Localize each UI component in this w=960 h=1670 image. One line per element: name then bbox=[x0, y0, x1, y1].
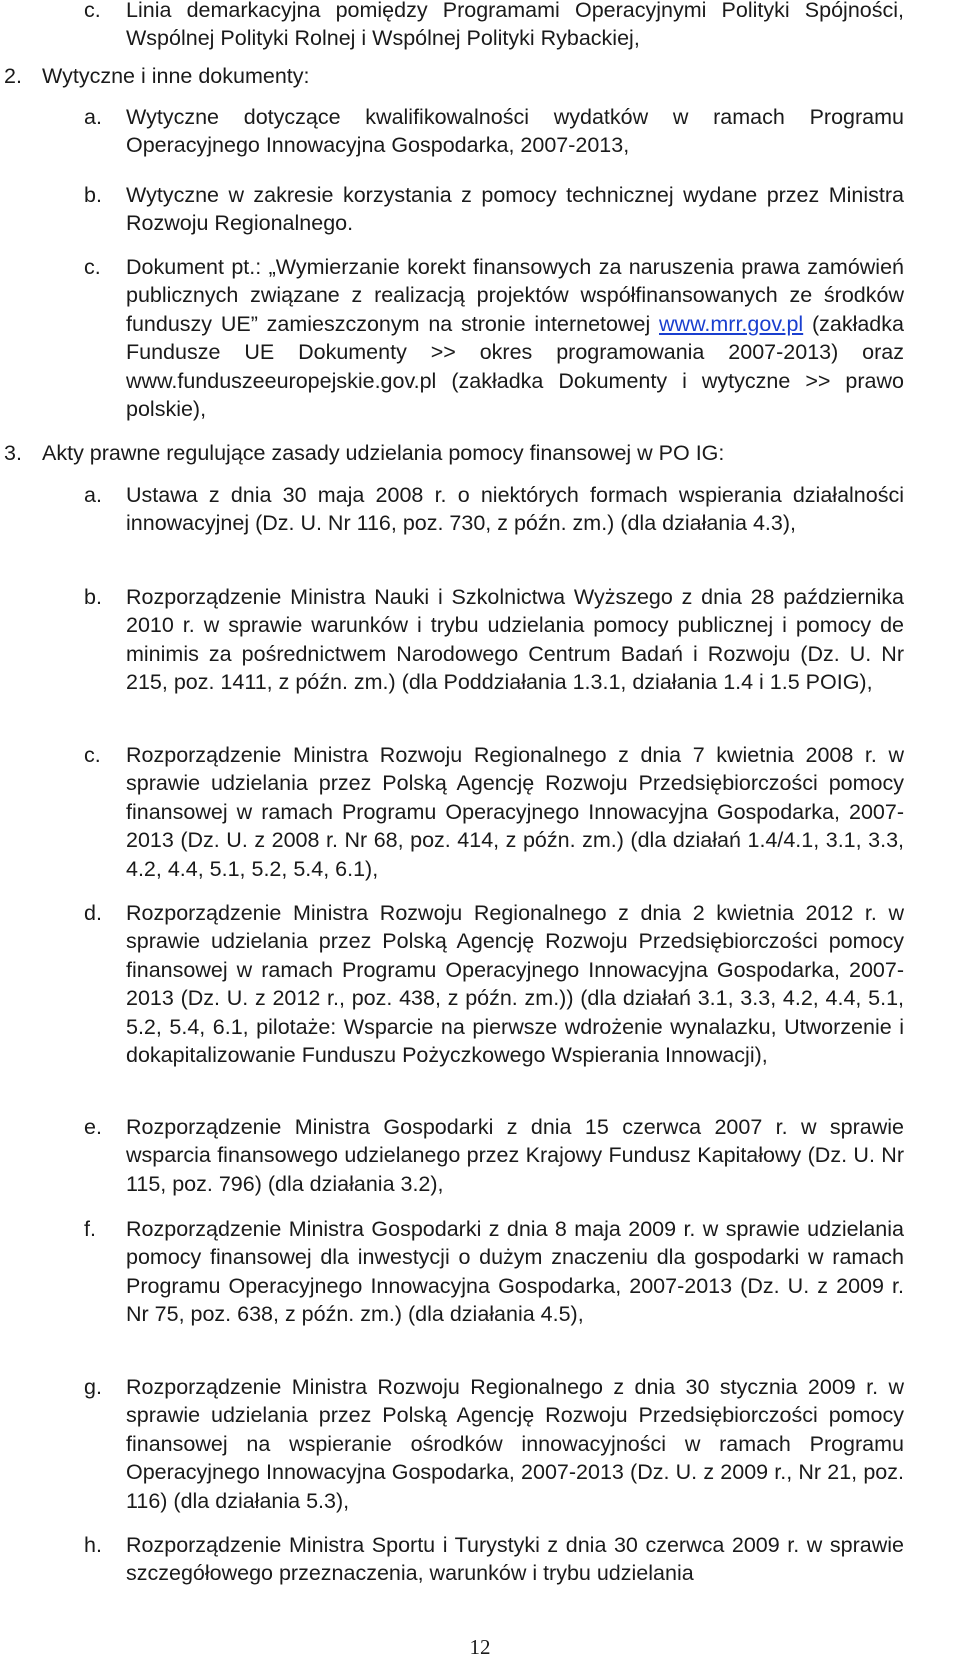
list-marker: g. bbox=[84, 1375, 102, 1399]
list-item-text: Rozporządzenie Ministra Nauki i Szkolnictwa Wyższego z dnia 28 października 2010 r. w sprawie warunków i trybu udzielania pomocy publicznej i pomocy de minimis za pośrednictwem Narodowego Centrum Badań i Rozwoju (Dz. U. Nr 215, poz. 1411, z późn. zm.) (dla Poddziałania 1.3.1, działania 1.4 i 1.5 POIG), bbox=[126, 585, 904, 695]
list-item-text: Wytyczne w zakresie korzystania z pomocy technicznej wydane przez Ministra Rozwoju Regionalnego. bbox=[126, 183, 904, 236]
list-item-text: Rozporządzenie Ministra Gospodarki z dnia 15 czerwca 2007 r. w sprawie wsparcia finansowego udzielanego przez Krajowy Fundusz Kapitałowy (Dz. U. Nr 115, poz. 796) (dla działania 3.2), bbox=[126, 1115, 904, 1196]
list-item-2c bbox=[84, 253, 904, 423]
list-item-text: Rozporządzenie Ministra Rozwoju Regionalnego z dnia 30 stycznia 2009 r. w sprawie udzielania przez Polską Agencję Rozwoju Przedsiębiorczości pomocy finansowej na wspieranie ośrodków innowacyjności w ramach Programu Operacyjnego Innowacyjna Gospodarka, 2007-2013 (Dz. U. z 2009 r., Nr 21, poz. 116) (dla działania 5.3), bbox=[126, 1375, 904, 1513]
list-marker: a. bbox=[84, 483, 102, 507]
page-number: 12 bbox=[469, 1635, 491, 1659]
list-item-text: Rozporządzenie Ministra Sportu i Turystyki z dnia 30 czerwca 2009 r. w sprawie szczegółowego przeznaczenia, warunków i trybu udzielania bbox=[126, 1533, 904, 1586]
list-item-text: Linia demarkacyjna pomiędzy Programami Operacyjnymi Polityki Spójności, Wspólnej Polityki Rolnej i Wspólnej Polityki Rybackiej, bbox=[126, 0, 904, 51]
list-marker: c. bbox=[84, 255, 101, 279]
list-item-3b bbox=[84, 583, 904, 697]
list-item-text: Rozporządzenie Ministra Gospodarki z dnia 8 maja 2009 r. w sprawie udzielania pomocy finansowej dla inwestycji o dużym znaczeniu dla gospodarki w ramach Programu Operacyjnego Innowacyjna Gospodarka, 2007-2013 (Dz. U. z 2009 r. Nr 75, poz. 638, z późn. zm.) (dla działania 4.5), bbox=[126, 1217, 904, 1327]
list-item-text: Ustawa z dnia 30 maja 2008 r. o niektórych formach wspierania działalności innowacyjnej (Dz. U. Nr 116, poz. 730, z późn. zm.) (dla działania 4.3), bbox=[126, 483, 904, 536]
list-item-3f bbox=[84, 1215, 904, 1329]
list-item-3g bbox=[84, 1373, 904, 1515]
list-marker: h. bbox=[84, 1533, 102, 1557]
list-item-3e bbox=[84, 1113, 904, 1198]
list-marker: e. bbox=[84, 1115, 102, 1139]
list-marker: a. bbox=[84, 105, 102, 129]
list-item-c-demarcation bbox=[84, 0, 904, 53]
list-item-3a bbox=[84, 481, 904, 538]
list-item-text: Akty prawne regulujące zasady udzielania pomocy finansowej w PO IG: bbox=[42, 441, 725, 465]
list-item-3c bbox=[84, 741, 904, 883]
text-segment: Dokument pt.: „Wymierzanie korekt finansowych za naruszenia prawa zamówień publicznych związane z realizacją projektów współfinansowanych ze środków funduszy UE” zamieszczonym na stronie internetowej bbox=[126, 255, 904, 336]
list-marker: f. bbox=[84, 1217, 96, 1241]
list-item-3d bbox=[84, 899, 904, 1069]
list-marker: b. bbox=[84, 585, 102, 609]
list-item-text: Wytyczne dotyczące kwalifikowalności wydatków w ramach Programu Operacyjnego Innowacyjna Gospodarka, 2007-2013, bbox=[126, 105, 904, 158]
list-marker: 3. bbox=[4, 441, 22, 465]
list-item-2a bbox=[84, 103, 904, 160]
list-item-text: Rozporządzenie Ministra Rozwoju Regionalnego z dnia 2 kwietnia 2012 r. w sprawie udzielania przez Polską Agencję Rozwoju Przedsiębiorczości pomocy finansowej w ramach Programu Operacyjnego Innowacyjna Gospodarka, 2007-2013 (Dz. U. z 2012 r., poz. 438, z późn. zm.)) (dla działań 3.1, 3.3, 4.2, 4.4, 5.1, 5.2, 5.4, 6.1, pilotaże: Wsparcie na pierwsze wdrożenie wynalazku, Utworzenie i dokapitalizowanie Funduszu Pożyczkowego Wspierania Innowacji), bbox=[126, 901, 904, 1068]
mrr-website-link[interactable]: www.mrr.gov.pl bbox=[659, 311, 804, 336]
list-item-3-legal-acts bbox=[4, 439, 904, 467]
list-marker: 2. bbox=[4, 64, 22, 88]
list-item-text: Wytyczne i inne dokumenty: bbox=[42, 64, 310, 88]
list-item-text bbox=[84, 253, 904, 423]
list-marker: d. bbox=[84, 901, 102, 925]
list-marker: c. bbox=[84, 743, 101, 767]
list-item-2-guidelines bbox=[4, 62, 904, 90]
text-segment: (zakładka Fundusze UE Dokumenty >> okres programowania 2007-2013) oraz www.funduszeeuropejskie.gov.pl (zakładka Dokumenty i wytyczne >> prawo polskie), bbox=[126, 311, 904, 422]
list-item-2b bbox=[84, 181, 904, 238]
list-item-3h bbox=[84, 1531, 904, 1588]
list-marker: b. bbox=[84, 183, 102, 207]
list-item-text: Rozporządzenie Ministra Rozwoju Regionalnego z dnia 7 kwietnia 2008 r. w sprawie udzielania przez Polską Agencję Rozwoju Przedsiębiorczości pomocy finansowej w ramach Programu Operacyjnego Innowacyjna Gospodarka, 2007-2013 (Dz. U. z 2008 r. Nr 68, poz. 414, z późn. zm.) (dla działań 1.4/4.1, 3.1, 3.3, 4.2, 4.4, 5.1, 5.2, 5.4, 6.1), bbox=[126, 743, 904, 881]
list-marker: c. bbox=[84, 0, 101, 22]
